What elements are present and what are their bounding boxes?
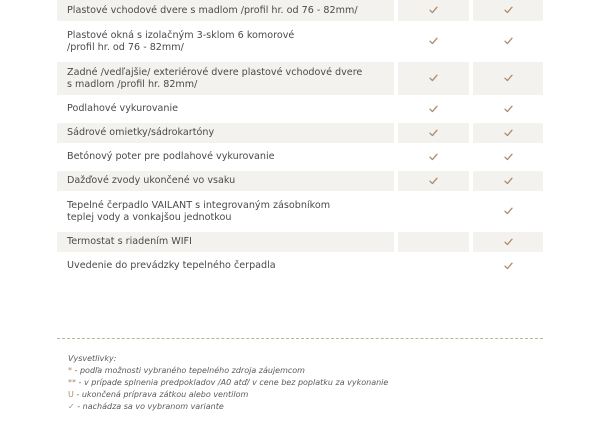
table-row xyxy=(57,58,543,95)
legend-item xyxy=(68,377,548,389)
check-cell xyxy=(469,252,543,276)
checkmark-icon xyxy=(504,262,513,271)
table-row xyxy=(57,191,543,228)
check-cell xyxy=(394,119,469,143)
check-cell xyxy=(469,143,543,167)
legend-item xyxy=(68,401,548,413)
table-row xyxy=(57,228,543,252)
checkmark-icon xyxy=(504,207,513,216)
dashed-divider xyxy=(57,338,543,339)
checkmark-icon xyxy=(504,153,513,162)
table-row xyxy=(57,119,543,143)
legend-mark: * xyxy=(68,366,72,375)
legend-mark: ** xyxy=(68,378,76,387)
checkmark-icon xyxy=(429,6,438,15)
table-row xyxy=(57,21,543,58)
row-label: Podlahové vykurovanie xyxy=(57,95,394,119)
check-cell xyxy=(469,58,543,95)
check-cell xyxy=(469,0,543,21)
check-cell xyxy=(394,143,469,167)
check-cell xyxy=(469,228,543,252)
row-label: Plastové vchodové dvere s madlom /profil hr. od 76 - 82mm/ xyxy=(57,0,394,21)
checkmark-icon xyxy=(504,6,513,15)
check-cell xyxy=(469,167,543,191)
legend-mark: U xyxy=(68,390,74,399)
row-label: Sádrové omietky/sádrokartóny xyxy=(57,119,394,143)
row-label: Plastové okná s izolačným 3-sklom 6 komorové /profil hr. od 76 - 82mm/ xyxy=(57,21,394,58)
check-cell xyxy=(394,95,469,119)
check-cell xyxy=(394,58,469,95)
check-cell xyxy=(394,0,469,21)
checkmark-icon xyxy=(429,105,438,114)
table-row xyxy=(57,143,543,167)
legend-text: - ukončená príprava zátkou alebo ventilom xyxy=(73,390,249,399)
checkmark-icon xyxy=(504,105,513,114)
checkmark-icon xyxy=(429,129,438,138)
checkmark-icon xyxy=(429,37,438,46)
checkmark-icon xyxy=(429,153,438,162)
check-cell xyxy=(394,228,469,252)
legend-item xyxy=(68,389,548,401)
legend xyxy=(68,353,548,413)
checkmark-icon xyxy=(504,37,513,46)
checkmark-icon xyxy=(429,74,438,83)
table-row xyxy=(57,0,543,21)
table-row xyxy=(57,252,543,276)
row-label: Zadné /vedľajšie/ exteriérové dvere plastové vchodové dvere s madlom /profil hr. 82mm/ xyxy=(57,58,394,95)
check-cell xyxy=(469,95,543,119)
checkmark-icon xyxy=(504,74,513,83)
check-cell xyxy=(469,191,543,228)
check-cell xyxy=(469,21,543,58)
checkmark-icon xyxy=(504,238,513,247)
table-row xyxy=(57,167,543,191)
check-cell xyxy=(394,252,469,276)
check-cell xyxy=(394,167,469,191)
legend-text: - podľa možnosti vybraného tepelného zdroja záujemcom xyxy=(72,366,305,375)
checkmark-icon xyxy=(429,177,438,186)
table-row xyxy=(57,95,543,119)
row-label: Uvedenie do prevádzky tepelného čerpadla xyxy=(57,252,394,276)
legend-text: - v prípade splnenia predpokladov /A0 atď/ v cene bez poplatku za vykonanie xyxy=(76,378,389,387)
legend-title: Vysvetlivky: xyxy=(68,354,117,363)
legend-text: - nachádza sa vo vybranom variante xyxy=(74,402,224,411)
check-cell xyxy=(469,119,543,143)
row-label: Betónový poter pre podlahové vykurovanie xyxy=(57,143,394,167)
legend-item xyxy=(68,365,548,377)
row-label: Termostat s riadením WIFI xyxy=(57,228,394,252)
row-label: Dažďové zvody ukončené vo vsaku xyxy=(57,167,394,191)
check-cell xyxy=(394,21,469,58)
checkmark-icon xyxy=(504,129,513,138)
row-label: Tepelné čerpadlo VAILANT s integrovaným zásobníkom teplej vody a vonkajšou jednotkou xyxy=(57,191,394,228)
check-cell xyxy=(394,191,469,228)
legend-mark: ✓ xyxy=(68,402,75,411)
features-table xyxy=(57,0,543,276)
checkmark-icon xyxy=(504,177,513,186)
